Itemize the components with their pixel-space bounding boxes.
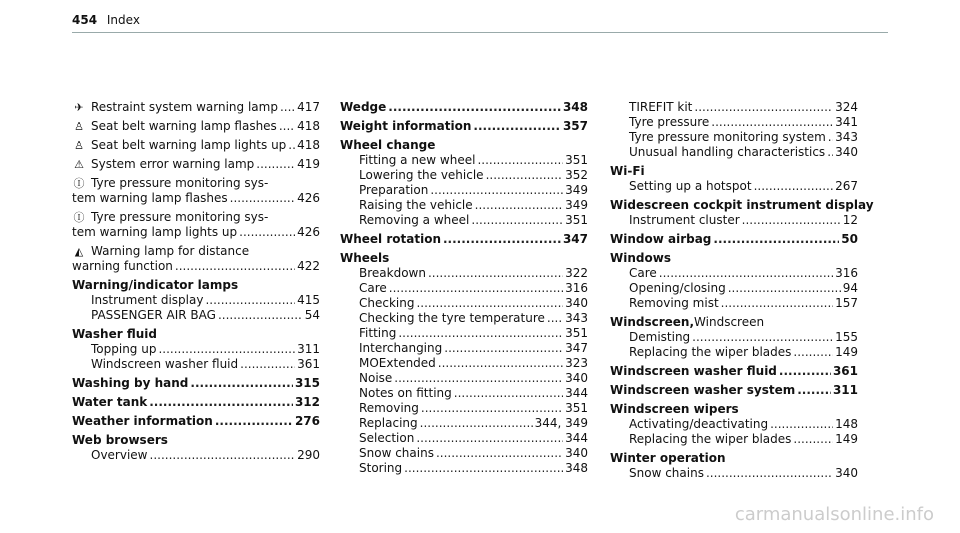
dot-leader bbox=[721, 296, 833, 311]
page-ref: 415 bbox=[297, 293, 320, 307]
page-ref: 94 bbox=[842, 281, 858, 295]
index-line bbox=[340, 431, 588, 446]
entry-heading: Windscreen, bbox=[610, 315, 695, 329]
page-ref: 157 bbox=[835, 296, 858, 310]
page-ref: 418 bbox=[297, 119, 320, 133]
page-ref: 351 bbox=[565, 213, 588, 227]
entry-text: MOExtended bbox=[359, 356, 436, 370]
page-ref: 361 bbox=[297, 357, 320, 371]
entry-heading: Wheel rotation bbox=[340, 232, 441, 246]
dot-leader bbox=[706, 466, 833, 481]
index-line bbox=[610, 451, 858, 466]
page-ref: 267 bbox=[835, 179, 858, 193]
entry-text: Tyre pressure bbox=[629, 115, 710, 129]
entry-text: Instrument display bbox=[91, 293, 204, 307]
index-column-1 bbox=[72, 100, 320, 467]
index-line bbox=[610, 164, 858, 179]
page-ref: 316 bbox=[835, 266, 858, 280]
dot-leader bbox=[694, 100, 833, 115]
entry-heading: Windscreen washer fluid bbox=[610, 364, 777, 378]
entry-text: Care bbox=[359, 281, 387, 295]
dot-leader bbox=[149, 395, 293, 410]
page-ref: 340 bbox=[565, 446, 588, 460]
index-line bbox=[72, 176, 320, 191]
dot-leader bbox=[239, 225, 295, 240]
index-entry bbox=[72, 244, 320, 274]
index-line bbox=[340, 198, 588, 213]
entry-heading: Web browsers bbox=[72, 433, 168, 447]
dot-leader bbox=[828, 130, 833, 145]
entry-text: Noise bbox=[359, 371, 393, 385]
entry-gap bbox=[340, 476, 588, 480]
index-line bbox=[610, 251, 858, 266]
index-entry bbox=[610, 232, 858, 247]
index-line bbox=[340, 311, 588, 326]
index-entry bbox=[72, 376, 320, 391]
dot-leader bbox=[793, 432, 833, 447]
dot-leader bbox=[444, 341, 563, 356]
page-ref: 341 bbox=[835, 115, 858, 129]
index-line bbox=[72, 157, 320, 172]
page-ref: 347 bbox=[562, 232, 588, 246]
index-line bbox=[610, 466, 858, 481]
index-line bbox=[610, 115, 858, 130]
page-ref: 12 bbox=[842, 213, 858, 227]
entry-text: warning function bbox=[72, 259, 173, 273]
index-entry bbox=[610, 198, 874, 228]
index-line bbox=[340, 446, 588, 461]
index-line bbox=[72, 293, 320, 308]
dot-leader bbox=[659, 266, 833, 281]
page-ref: 54 bbox=[304, 308, 320, 322]
entry-text: PASSENGER AIR BAG bbox=[91, 308, 216, 322]
page-ref: 290 bbox=[297, 448, 320, 462]
index-line bbox=[72, 414, 320, 429]
index-line bbox=[340, 266, 588, 281]
index-line bbox=[340, 386, 588, 401]
entry-heading: Wi-Fi bbox=[610, 164, 645, 178]
dot-leader bbox=[230, 191, 295, 206]
index-line bbox=[610, 213, 858, 228]
index-line bbox=[340, 100, 588, 115]
index-column-2 bbox=[340, 100, 588, 480]
index-line bbox=[340, 213, 588, 228]
dot-leader bbox=[280, 100, 295, 115]
dot-leader bbox=[473, 119, 561, 134]
entry-text: Opening/closing bbox=[629, 281, 726, 295]
dot-leader bbox=[793, 345, 833, 360]
entry-text: Fitting bbox=[359, 326, 397, 340]
entry-heading: Wheel change bbox=[340, 138, 436, 152]
index-line bbox=[340, 296, 588, 311]
watermark: carmanualsonline.info bbox=[734, 504, 934, 525]
dot-leader bbox=[240, 357, 295, 372]
dot-leader bbox=[430, 183, 563, 198]
entry-text: Removing mist bbox=[629, 296, 719, 310]
page-ref: 343 bbox=[565, 311, 588, 325]
dot-leader bbox=[150, 448, 296, 463]
index-line bbox=[340, 461, 588, 476]
entry-text: tem warning lamp lights up bbox=[72, 225, 238, 239]
page-number: 454 bbox=[72, 13, 98, 27]
dot-leader bbox=[692, 330, 833, 345]
page-ref: 323 bbox=[565, 356, 588, 370]
entry-text: tem warning lamp flashes bbox=[72, 191, 228, 205]
index-entry bbox=[72, 327, 320, 372]
distance-warning-icon: ◭ bbox=[74, 245, 84, 258]
index-line bbox=[72, 327, 320, 342]
page-ref: 418 bbox=[297, 138, 320, 152]
dot-leader bbox=[711, 115, 833, 130]
dot-leader bbox=[175, 259, 295, 274]
page-ref: 149 bbox=[835, 432, 858, 446]
dot-leader bbox=[770, 417, 833, 432]
entry-text: Lowering the vehicle bbox=[359, 168, 484, 182]
index-entry bbox=[610, 364, 858, 379]
entry-text: Tyre pressure monitoring sys- bbox=[91, 176, 269, 190]
index-line bbox=[340, 232, 588, 247]
page-ref: 311 bbox=[832, 383, 858, 397]
index-entry bbox=[610, 402, 858, 447]
page-ref: 417 bbox=[297, 100, 320, 114]
page-ref: 316 bbox=[565, 281, 588, 295]
index-line bbox=[610, 198, 874, 213]
dot-leader bbox=[827, 145, 833, 160]
entry-heading: Windows bbox=[610, 251, 671, 265]
dot-leader bbox=[454, 386, 563, 401]
entry-text: Fitting a new wheel bbox=[359, 153, 476, 167]
dot-leader bbox=[477, 153, 563, 168]
dot-leader bbox=[420, 416, 533, 431]
page-ref: 149 bbox=[835, 345, 858, 359]
dot-leader bbox=[475, 198, 563, 213]
entry-text: Tyre pressure monitoring sys- bbox=[91, 210, 269, 224]
index-line bbox=[610, 417, 858, 432]
index-entry bbox=[72, 433, 320, 463]
page-ref: 276 bbox=[294, 414, 320, 428]
entry-text: Instrument cluster bbox=[629, 213, 740, 227]
index-line bbox=[72, 357, 320, 372]
dot-leader bbox=[218, 308, 303, 323]
dot-leader bbox=[486, 168, 564, 183]
entry-text: Overview bbox=[91, 448, 148, 462]
entry-text: Storing bbox=[359, 461, 403, 475]
index-line bbox=[610, 296, 858, 311]
index-entry bbox=[72, 278, 320, 323]
index-entry bbox=[610, 315, 858, 360]
index-entry bbox=[72, 210, 320, 240]
index-line bbox=[72, 448, 320, 463]
index-entry bbox=[72, 100, 320, 115]
entry-text: Snow chains bbox=[629, 466, 704, 480]
entry-text: Checking bbox=[359, 296, 415, 310]
entry-heading: Warning/indicator lamps bbox=[72, 278, 239, 292]
dot-leader bbox=[443, 232, 561, 247]
section-title: Index bbox=[106, 13, 140, 27]
entry-text: Care bbox=[629, 266, 657, 280]
page-header bbox=[72, 13, 140, 27]
index-entry bbox=[340, 100, 588, 115]
page-ref: 422 bbox=[297, 259, 320, 273]
index-entry bbox=[340, 119, 588, 134]
page-ref: 312 bbox=[294, 395, 320, 409]
index-line bbox=[610, 345, 858, 360]
dot-leader bbox=[279, 119, 295, 134]
page-ref: 419 bbox=[297, 157, 320, 171]
seat-belt-person-icon: ♙ bbox=[74, 139, 84, 152]
index-line bbox=[72, 225, 320, 240]
entry-text: Windscreen washer fluid bbox=[91, 357, 239, 371]
page-ref: 344 bbox=[565, 431, 588, 445]
entry-text: Removing a wheel bbox=[359, 213, 470, 227]
index-entry bbox=[610, 164, 858, 194]
entry-text: TIREFIT kit bbox=[629, 100, 693, 114]
index-line bbox=[340, 153, 588, 168]
dot-leader bbox=[421, 401, 563, 416]
entry-text: Seat belt warning lamp lights up bbox=[91, 138, 287, 152]
index-entry bbox=[340, 138, 588, 228]
index-line bbox=[610, 100, 858, 115]
page-ref: 148 bbox=[835, 417, 858, 431]
dot-leader bbox=[394, 371, 563, 386]
entry-heading: Wheels bbox=[340, 251, 390, 265]
index-line bbox=[610, 232, 858, 247]
entry-heading-suffix: Windscreen bbox=[694, 315, 765, 329]
header-divider bbox=[72, 32, 888, 33]
entry-text: Replacing bbox=[359, 416, 418, 430]
entry-heading: Washing by hand bbox=[72, 376, 189, 390]
index-line bbox=[610, 383, 858, 398]
index-line bbox=[72, 119, 320, 134]
index-line bbox=[72, 138, 320, 153]
entry-heading: Weight information bbox=[340, 119, 472, 133]
entry-text: Activating/deactivating bbox=[629, 417, 769, 431]
page-ref: 344, 349 bbox=[534, 416, 588, 430]
index-line bbox=[72, 244, 320, 259]
entry-heading: Winter operation bbox=[610, 451, 726, 465]
index-line bbox=[72, 259, 320, 274]
dot-leader bbox=[190, 376, 293, 391]
seat-belt-person-icon: ♙ bbox=[74, 120, 84, 133]
index-line bbox=[610, 330, 858, 345]
index-line bbox=[610, 266, 858, 281]
index-line bbox=[72, 433, 320, 448]
entry-text: Breakdown bbox=[359, 266, 426, 280]
index-line bbox=[610, 179, 858, 194]
index-line bbox=[340, 371, 588, 386]
page-ref: 340 bbox=[565, 296, 588, 310]
entry-text: Replacing the wiper blades bbox=[629, 345, 792, 359]
entry-heading: Weather information bbox=[72, 414, 213, 428]
index-line bbox=[610, 364, 858, 379]
index-entry bbox=[72, 414, 320, 429]
entry-text: Raising the vehicle bbox=[359, 198, 473, 212]
entry-heading: Washer fluid bbox=[72, 327, 157, 341]
index-entry bbox=[610, 383, 858, 398]
dot-leader bbox=[288, 138, 295, 153]
index-line bbox=[72, 191, 320, 206]
index-line bbox=[72, 308, 320, 323]
index-line bbox=[340, 341, 588, 356]
page-ref: 347 bbox=[565, 341, 588, 355]
index-entry bbox=[72, 157, 320, 172]
dot-leader bbox=[436, 446, 563, 461]
entry-text: Restraint system warning lamp bbox=[91, 100, 278, 114]
page-ref: 340 bbox=[835, 466, 858, 480]
entry-gap bbox=[72, 463, 320, 467]
dot-leader bbox=[158, 342, 295, 357]
index-column-3 bbox=[610, 100, 874, 485]
index-line bbox=[340, 138, 588, 153]
index-line bbox=[72, 100, 320, 115]
dot-leader bbox=[713, 232, 839, 247]
entry-text: Setting up a hotspot bbox=[629, 179, 752, 193]
dot-leader bbox=[728, 281, 841, 296]
dot-leader bbox=[215, 414, 293, 429]
entry-gap bbox=[610, 481, 858, 485]
page-ref: 340 bbox=[835, 145, 858, 159]
index-line bbox=[72, 278, 320, 293]
index-line bbox=[340, 251, 588, 266]
index-line bbox=[72, 210, 320, 225]
dot-leader bbox=[471, 213, 563, 228]
dot-leader bbox=[754, 179, 834, 194]
dot-leader bbox=[797, 383, 831, 398]
seat-belt-icon: ✈ bbox=[74, 101, 84, 114]
entry-heading: Wedge bbox=[340, 100, 387, 114]
index-line bbox=[340, 168, 588, 183]
page-ref: 349 bbox=[565, 183, 588, 197]
entry-text: Topping up bbox=[91, 342, 157, 356]
car-warning-icon: ⚠ bbox=[74, 158, 84, 171]
entry-text: Notes on fitting bbox=[359, 386, 452, 400]
index-line bbox=[610, 281, 858, 296]
index-line bbox=[340, 326, 588, 341]
index-line bbox=[72, 376, 320, 391]
dot-leader bbox=[416, 431, 563, 446]
index-entry bbox=[72, 176, 320, 206]
tyre-pressure-icon: Ⓘ bbox=[73, 211, 85, 224]
entry-text: Unusual handling characteristics bbox=[629, 145, 826, 159]
index-line bbox=[610, 402, 858, 417]
entry-text: Warning lamp for distance bbox=[91, 244, 250, 258]
page-ref: 155 bbox=[835, 330, 858, 344]
index-line bbox=[340, 119, 588, 134]
page-ref: 349 bbox=[565, 198, 588, 212]
dot-leader bbox=[404, 461, 563, 476]
entry-text: Checking the tyre temperature bbox=[359, 311, 545, 325]
dot-leader bbox=[547, 311, 563, 326]
page-ref: 352 bbox=[565, 168, 588, 182]
entry-heading: Windscreen wipers bbox=[610, 402, 739, 416]
tyre-pressure-icon: Ⓘ bbox=[73, 177, 85, 190]
entry-text: Demisting bbox=[629, 330, 691, 344]
index-line bbox=[610, 432, 858, 447]
index-line bbox=[340, 416, 588, 431]
page-ref: 344 bbox=[565, 386, 588, 400]
page-ref: 343 bbox=[835, 130, 858, 144]
index-entry bbox=[610, 100, 858, 160]
entry-text: Replacing the wiper blades bbox=[629, 432, 792, 446]
dot-leader bbox=[416, 296, 563, 311]
entry-text: Removing bbox=[359, 401, 419, 415]
page-ref: 426 bbox=[297, 191, 320, 205]
index-entry bbox=[610, 451, 858, 481]
dot-leader bbox=[389, 281, 563, 296]
index-entry bbox=[340, 232, 588, 247]
index-line bbox=[340, 183, 588, 198]
page-ref: 324 bbox=[835, 100, 858, 114]
index-line bbox=[610, 315, 858, 330]
dot-leader bbox=[205, 293, 295, 308]
entry-text: Interchanging bbox=[359, 341, 443, 355]
index-line bbox=[340, 356, 588, 371]
entry-text: Snow chains bbox=[359, 446, 434, 460]
page-ref: 351 bbox=[565, 326, 588, 340]
dot-leader bbox=[388, 100, 561, 115]
dot-leader bbox=[398, 326, 563, 341]
entry-text: Seat belt warning lamp flashes bbox=[91, 119, 277, 133]
entry-heading: Window airbag bbox=[610, 232, 712, 246]
index-entry bbox=[610, 251, 858, 311]
index-line bbox=[610, 130, 858, 145]
page-ref: 50 bbox=[841, 232, 858, 246]
index-entry bbox=[72, 395, 320, 410]
page-ref: 348 bbox=[562, 100, 588, 114]
entry-heading: Windscreen washer system bbox=[610, 383, 796, 397]
page-ref: 340 bbox=[565, 371, 588, 385]
index-entry bbox=[72, 119, 320, 134]
entry-text: Selection bbox=[359, 431, 415, 445]
index-line bbox=[72, 342, 320, 357]
entry-text: System error warning lamp bbox=[91, 157, 255, 171]
page-ref: 351 bbox=[565, 153, 588, 167]
entry-heading: Widescreen cockpit instrument display bbox=[610, 198, 874, 212]
index-line bbox=[340, 401, 588, 416]
page-ref: 357 bbox=[562, 119, 588, 133]
index-line bbox=[610, 145, 858, 160]
page-ref: 351 bbox=[565, 401, 588, 415]
index-entry bbox=[340, 251, 588, 476]
entry-text: Tyre pressure monitoring system bbox=[629, 130, 826, 144]
page-ref: 311 bbox=[297, 342, 320, 356]
dot-leader bbox=[779, 364, 831, 379]
dot-leader bbox=[428, 266, 563, 281]
page-ref: 361 bbox=[832, 364, 858, 378]
page-ref: 426 bbox=[297, 225, 320, 239]
index-line bbox=[72, 395, 320, 410]
page-ref: 348 bbox=[565, 461, 588, 475]
dot-leader bbox=[256, 157, 295, 172]
index-line bbox=[340, 281, 588, 296]
dot-leader bbox=[742, 213, 841, 228]
page-ref: 315 bbox=[294, 376, 320, 390]
index-entry bbox=[72, 138, 320, 153]
dot-leader bbox=[438, 356, 563, 371]
entry-heading: Water tank bbox=[72, 395, 148, 409]
entry-text: Preparation bbox=[359, 183, 429, 197]
page-ref: 322 bbox=[565, 266, 588, 280]
